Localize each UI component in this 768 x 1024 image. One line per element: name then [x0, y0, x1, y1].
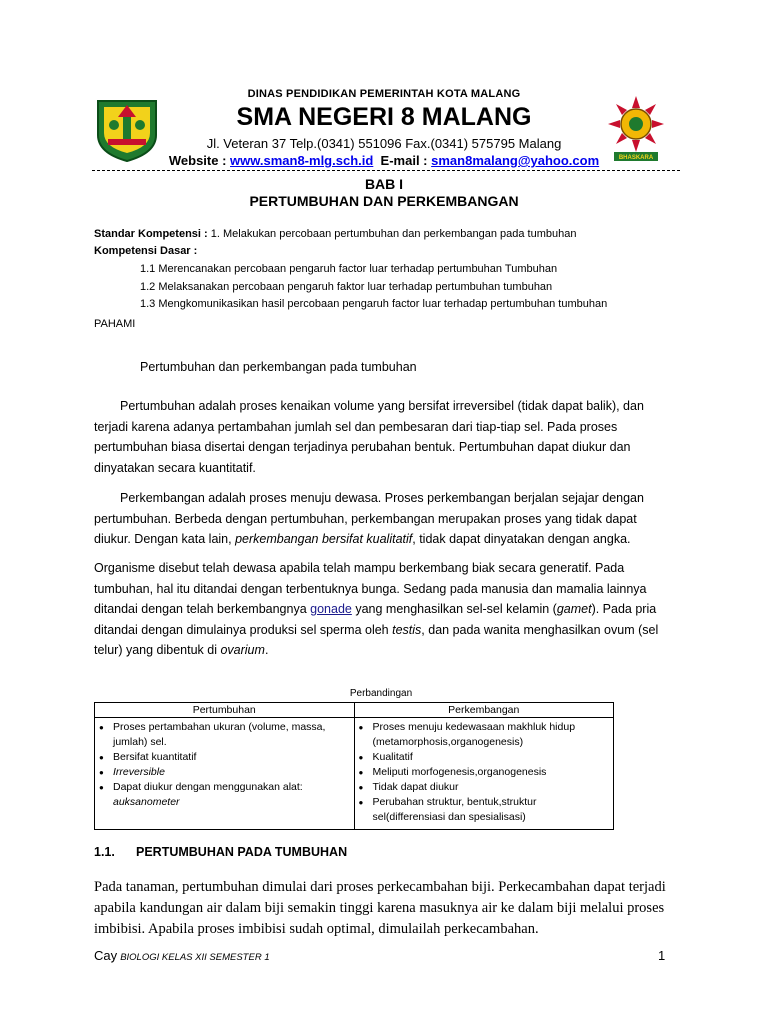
footer-brand: Cay	[94, 948, 118, 963]
logo-bhaskara-text: BHASKARA	[618, 155, 654, 161]
list-item: ● Bersifat kuantitatif	[99, 750, 350, 765]
paragraph-pertumbuhan: Pertumbuhan adalah proses kenaikan volume yang bersifat irreversibel (tidak dapat balik), dan terjadi karena adanya pertambahan jumlah sel dan pembesaran dari tiap-tiap sel. Pada proses pertumbuhan biasa disertai dengan terjadinya perubahan bentuk. Pertumbuhan dapat diukur dan dinyatakan secara kuantitatif.	[94, 399, 644, 475]
para3-text: yang menghasilkan sel-sel kelamin (	[351, 602, 557, 616]
column-header-perkembangan: Perkembangan	[354, 703, 614, 718]
kompetensi-dasar-label: Kompetensi Dasar :	[94, 245, 198, 257]
sk-label: Standar Kompetensi :	[94, 228, 211, 240]
table-row	[95, 718, 614, 830]
para2-text: Perkembangan adalah proses menuju dewasa. Proses perkembangan berjalan sejajar dengan pertumbuhan. Berbeda dengan pertumbuhan, perkembangan merupakan proses yang tidak dapat diukur. Dengan kata lain,	[94, 491, 644, 546]
comparison-table	[94, 702, 614, 830]
list-item: ● Meliputi morfogenesis,organogenesis	[359, 765, 610, 780]
pahami-label: PAHAMI	[94, 318, 136, 330]
column-header-pertumbuhan: Pertumbuhan	[95, 703, 355, 718]
list-item: ● Perubahan struktur, bentuk,struktur sel(differensiasi dan spesialisasi)	[359, 795, 610, 825]
paragraph-dewasa	[94, 558, 664, 661]
para2-text-end: , tidak dapat dinyatakan dengan angka.	[412, 532, 631, 546]
page-number: 1	[658, 948, 666, 963]
kd-item: 1.1 Merencanakan percobaan pengaruh factor luar terhadap pertumbuhan Tumbuhan	[140, 263, 558, 275]
list-item-text: Dapat diukur dengan menggunakan alat:	[113, 781, 303, 793]
footer-course: BIOLOGI KELAS XII SEMESTER 1	[120, 952, 270, 963]
paragraph-perkembangan	[94, 488, 664, 550]
para3-text: .	[264, 643, 269, 657]
gonade-link[interactable]: gonade	[310, 602, 352, 616]
para3-text: ). Pada pria ditandai dengan dimulainya produksi sel sperma oleh	[94, 602, 657, 637]
email-link[interactable]: sman8malang@yahoo.com	[431, 153, 600, 168]
perkembangan-cell	[354, 718, 614, 830]
header-divider	[92, 170, 680, 171]
table-caption: Perbandingan	[349, 688, 413, 699]
gamet-term: gamet	[556, 602, 592, 616]
section-number: 1.1.	[94, 845, 115, 859]
page-footer	[94, 948, 270, 963]
pertumbuhan-cell	[95, 718, 355, 830]
ovarium-term: ovarium	[220, 643, 265, 657]
list-item: ● Proses pertambahan ukuran (volume, massa, jumlah) sel.	[99, 720, 350, 750]
para3-text: , dan pada wanita menghasilkan ovum (sel telur) yang dibentuk di	[94, 622, 659, 657]
school-name: SMA NEGERI 8 MALANG	[236, 103, 532, 131]
kd-item: 1.3 Mengkomunikasikan hasil percobaan pengaruh factor luar terhadap pertumbuhan tumbuhan	[140, 298, 608, 310]
email-label: E-mail :	[380, 153, 432, 168]
contact-line	[0, 153, 768, 168]
subheading: Pertumbuhan dan perkembangan pada tumbuhan	[140, 360, 417, 374]
list-item: ● Tidak dapat diukur	[359, 780, 610, 795]
para3-text: Organisme disebut telah dewasa apabila telah mampu berkembang biak secara generatif. Pada tumbuhan, hal itu ditandai dengan terbentuknya bunga. Sedang pada manusia dan mamalia lainnya ditandai dengan telah berkembangnya	[94, 561, 647, 616]
list-item: ● Kualitatif	[359, 750, 610, 765]
chapter-number: BAB I	[364, 176, 404, 192]
section-title: PERTUMBUHAN PADA TUMBUHAN	[136, 845, 348, 859]
sk-text: 1. Melakukan percobaan pertumbuhan dan perkembangan pada tumbuhan	[210, 228, 577, 240]
website-label: Website :	[168, 153, 231, 168]
school-address: Jl. Veteran 37 Telp.(0341) 551096 Fax.(0341) 575795 Malang	[206, 136, 562, 151]
section-paragraph: Pada tanaman, pertumbuhan dimulai dari proses perkecambahan biji. Perkecambahan dapat terjadi apabila kandungan air dalam biji semakin tinggi karena masuknya air ke dalam biji melalui proses imbibisi. Apabila proses imbibisi sudah optimal, dimulailah perkecambahan.	[94, 879, 666, 937]
para2-italic: perkembangan bersifat kualitatif	[235, 532, 413, 546]
kd-item: 1.2 Melaksanakan percobaan pengaruh faktor luar terhadap pertumbuhan tumbuhan	[140, 281, 553, 293]
department-name: DINAS PENDIDIKAN PEMERINTAH KOTA MALANG	[247, 88, 521, 100]
section-heading	[94, 845, 347, 859]
auksanometer-term: auksanometer	[113, 796, 180, 808]
chapter-title: PERTUMBUHAN DAN PERKEMBANGAN	[249, 193, 519, 209]
list-item	[99, 780, 350, 810]
list-item: ● Irreversible	[99, 765, 350, 780]
testis-term: testis	[392, 622, 422, 637]
website-link[interactable]: www.sman8-mlg.sch.id	[230, 153, 374, 168]
standar-kompetensi	[94, 228, 576, 240]
list-item: ● Proses menuju kedewasaan makhluk hidup (metamorphosis,organogenesis)	[359, 720, 610, 750]
